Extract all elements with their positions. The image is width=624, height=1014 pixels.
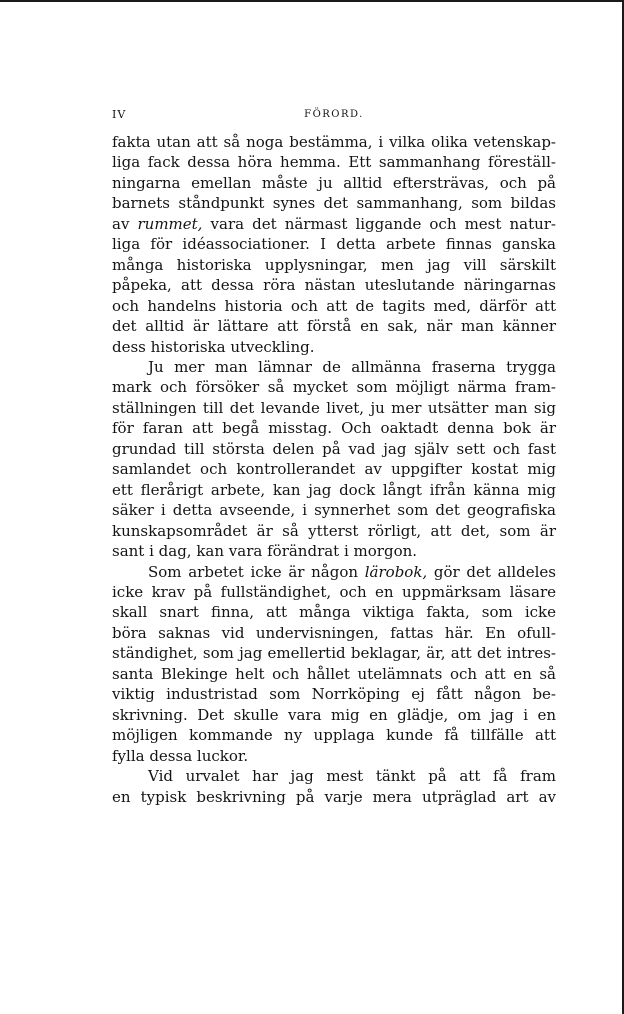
text-line: viktig industristad som Norrköping ej fått någon be- <box>112 685 556 704</box>
text-line: påpeka, att dessa röra nästan uteslutande näringarnas <box>112 276 556 295</box>
page-number: IV <box>112 108 127 121</box>
text-line: icke krav på fullständighet, och en uppmärksam läsare <box>112 582 556 601</box>
text-line: för faran att begå misstag. Och oaktadt denna bok är <box>112 419 556 438</box>
text-line-segment: Som arbetet icke är någon <box>148 562 365 581</box>
text-line-segment: vara det närmast liggande och mest natur- <box>202 214 556 233</box>
body-text <box>112 132 556 807</box>
text-line: ningarna emellan måste ju alltid eftersträvas, och på <box>112 173 556 192</box>
text-line: Ju mer man lämnar de allmänna fraserna trygga <box>148 357 556 376</box>
text-line: grundad till största delen på vad jag själv sett och fast <box>112 439 556 458</box>
text-line: fylla dessa luckor. <box>112 746 249 765</box>
italic-term: lärobok, <box>364 562 428 581</box>
text-line-segment: av <box>112 214 138 233</box>
text-line <box>112 562 556 582</box>
running-head <box>112 108 556 132</box>
text-line: barnets ståndpunkt synes det sammanhang, som bildas <box>112 194 556 213</box>
book-page <box>112 108 556 807</box>
text-line: kunskapsområdet är så ytterst rörligt, att det, som är <box>112 521 556 540</box>
text-line: fakta utan att så noga bestämma, i vilka olika vetenskap- <box>112 133 556 151</box>
text-line: sant i dag, kan vara förändrat i morgon. <box>112 542 418 561</box>
text-line: och handelns historia och att de tagits med, därför att <box>112 296 556 315</box>
text-line: säker i detta avseende, i synnerhet som det geografiska <box>112 501 556 520</box>
text-line: skrivning. Det skulle vara mig en glädje, om jag i en <box>112 705 556 724</box>
text-line: böra saknas vid undervisningen, fattas här. En ofull- <box>112 623 556 642</box>
text-line <box>112 214 556 234</box>
text-line: skall snart finna, att många viktiga fakta, som icke <box>112 603 556 622</box>
text-line-segment: gör det alldeles <box>427 562 556 581</box>
text-line: ett flerårigt arbete, kan jag dock långt ifrån känna mig <box>112 480 556 499</box>
text-line: Vid urvalet har jag mest tänkt på att få fram <box>148 767 556 786</box>
text-line: många historiska upplysningar, men jag vill särskilt <box>112 255 556 274</box>
running-title: FÖRORD. <box>304 109 364 120</box>
italic-term: rummet, <box>137 214 203 233</box>
text-line: liga för idéassociationer. I detta arbete finnas ganska <box>112 235 556 254</box>
text-line: dess historiska utveckling. <box>112 337 315 356</box>
text-line: liga fack dessa höra hemma. Ett sammanhang föreställ- <box>112 153 556 172</box>
text-line: ställningen till det levande livet, ju mer utsätter man sig <box>112 398 556 417</box>
text-line: santa Blekinge helt och hållet utelämnats och att en så <box>112 664 556 683</box>
text-line: en typisk beskrivning på varje mera utpräglad art av <box>112 787 556 806</box>
text-line: samlandet och kontrollerandet av uppgifter kostat mig <box>112 460 556 479</box>
text-line: möjligen kommande ny upplaga kunde få tillfälle att <box>112 726 556 745</box>
text-line: mark och försöker så mycket som möjligt närma fram- <box>112 378 556 397</box>
scan-edge-top <box>0 0 624 2</box>
text-line: ständighet, som jag emellertid beklagar, är, att det intres- <box>112 644 556 663</box>
text-line: det alltid är lättare att förstå en sak, när man känner <box>112 317 556 336</box>
